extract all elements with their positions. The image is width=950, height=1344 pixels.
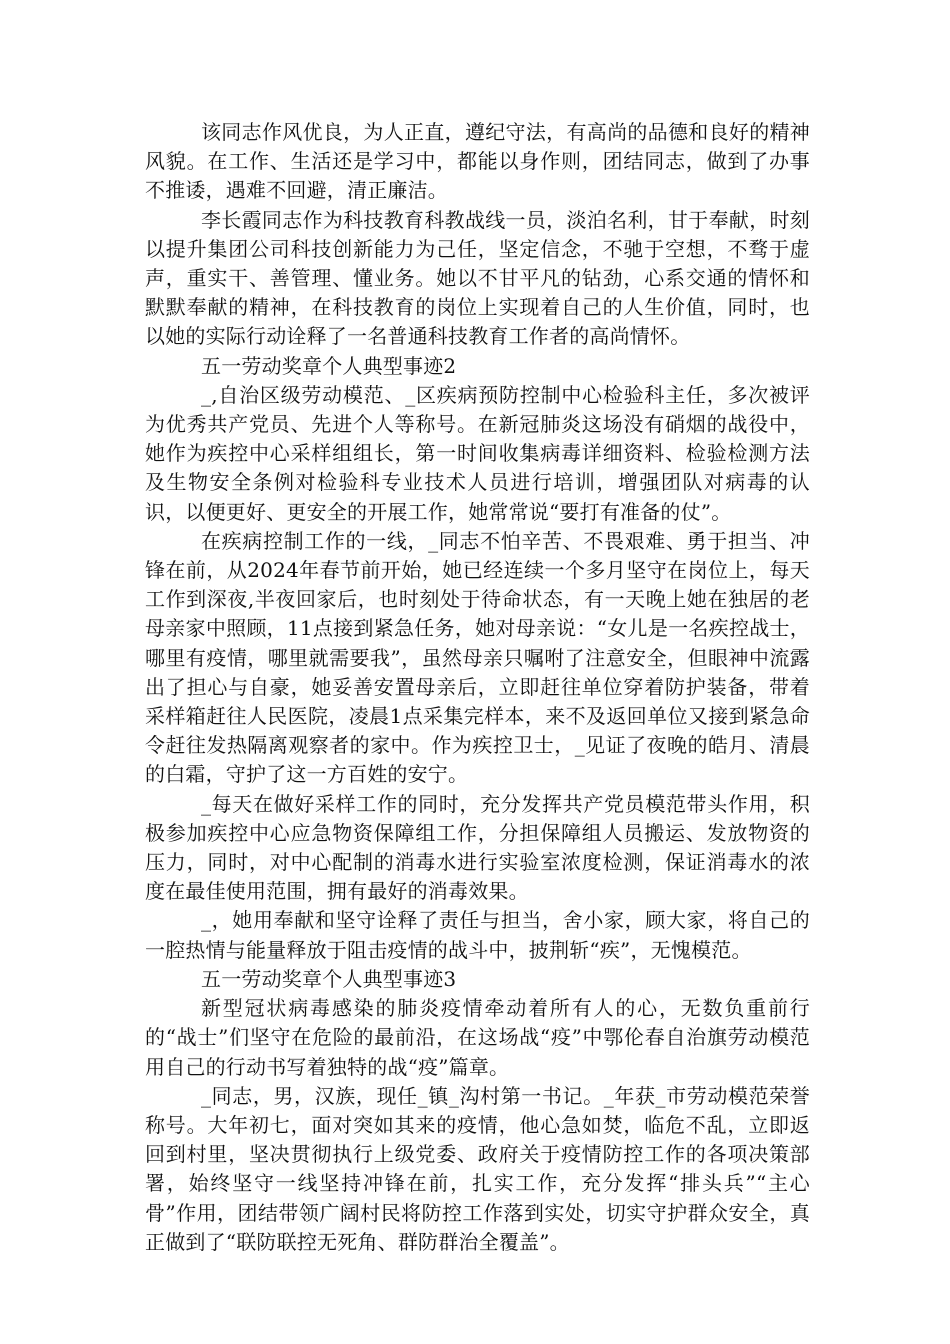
paragraph-character: 该同志作风优良，为人正直，遵纪守法，有高尚的品德和良好的精神风貌。在工作、生活还是学习中，都能以身作则，团结同志，做到了办事不推诿，遇难不回避，清正廉洁。 [145,120,810,203]
section-heading-2: 五一劳动奖章个人典型事迹2 [201,353,457,378]
paragraph-dedication: _，她用奉献和坚守诠释了责任与担当，舍小家，顾大家，将自己的一腔热情与能量释放于阻击疫情的战斗中，披荆斩“疾”，无愧模范。 [145,908,810,962]
document-page [145,118,810,1257]
paragraph-village-secretary: _同志，男，汉族，现任_镇_沟村第一书记。_年获_市劳动模范荣誉称号。大年初七，面对突如其来的疫情，他心急如焚，临危不乱，立即返回到村里，坚决贯彻执行上级党委、政府关于疫情防控工作的各项决策部署，始终坚守一线坚持冲锋在前，扎实工作，充分发挥“排头兵”“主心骨”作用，团结带领广阔村民将防控工作落到实处，切实守护群众安全，真正做到了“联防联控无死角、群防群治全覆盖”。 [145,1083,810,1254]
paragraph-lab-director: _,自治区级劳动模范、_区疾病预防控制中心检验科主任，多次被评为优秀共产党员、先进个人等称号。在新冠肺炎这场没有硝烟的战役中，她作为疾控中心采样组组长，第一时间收集病毒详细资料、检验检测方法及生物安全条例对检验科专业技术人员进行培训，增强团队对病毒的认识，以便更好、更安全的开展工作，她常常说“要打有准备的仗”。 [145,382,810,524]
paragraph-supplies: _每天在做好采样工作的同时，充分发挥共产党员模范带头作用，积极参加疾控中心应急物资保障组工作，分担保障组人员搬运、发放物资的压力，同时，对中心配制的消毒水进行实验室浓度检测，保证消毒水的浓度在最佳使用范围，拥有最好的消毒效果。 [145,791,810,904]
paragraph-li-changxia: 李长霞同志作为科技教育科教战线一员，淡泊名利，甘于奉献，时刻以提升集团公司科技创新能力为己任，坚定信念，不驰于空想，不骛于虚声，重实干、善管理、懂业务。她以不甘平凡的钻劲，心系交通的情怀和默默奉献的精神，在科技教育的岗位上实现着自己的人生价值，同时，也以她的实际行动诠释了一名普通科技教育工作者的高尚情怀。 [145,207,810,349]
paragraph-epidemic: 新型冠状病毒感染的肺炎疫情牵动着所有人的心，无数负重前行的“战士”们坚守在危险的最前沿，在这场战“疫”中鄂伦春自治旗劳动模范用自己的行动书写着独特的战“疫”篇章。 [145,996,810,1079]
section-heading-3: 五一劳动奖章个人典型事迹3 [201,966,457,991]
paragraph-frontline: 在疾病控制工作的一线，_同志不怕辛苦、不畏艰难、勇于担当、冲锋在前，从2024年春节前开始，她已经连续一个多月坚守在岗位上，每天工作到深夜,半夜回家后，也时刻处于待命状态，有一天晚上她在独居的老母亲家中照顾，11点接到紧急任务，她对母亲说：“女儿是一名疾控战士，哪里有疫情，哪里就需要我”，虽然母亲只嘱咐了注意安全，但眼神中流露出了担心与自豪，她妥善安置母亲后，立即赶往单位穿着防护装备，带着采样箱赶往人民医院，凌晨1点采集完样本，来不及返回单位又接到紧急命令赶往发热隔离观察者的家中。作为疾控卫士，_见证了夜晚的皓月、清晨的白霜，守护了这一方百姓的安宁。 [145,528,810,787]
